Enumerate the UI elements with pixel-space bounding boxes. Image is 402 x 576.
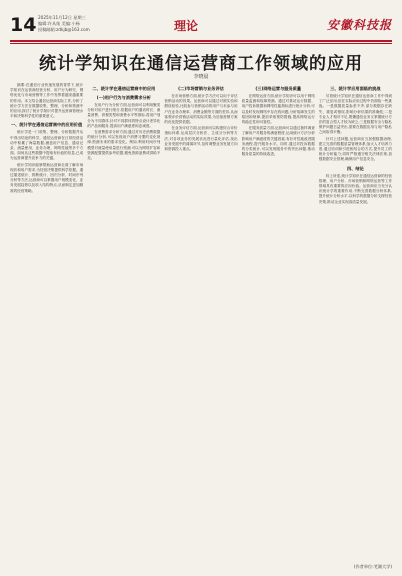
body-paragraph: 综上所述,统计学知识在通信运营商的经营管理、用户分析、市场营销和网络运营等工作领域具有重要的应用价值。运营商应当充分认识统计学的重要作用,不断完善数据分析体系,提升统计分析水平,以科学的数据分析支撑经营决策,推动企业实现高质量发展。 bbox=[318, 173, 392, 204]
editor-credit: 编辑:许从灿 美编:小杨 bbox=[38, 21, 80, 26]
column-2 bbox=[87, 83, 160, 561]
section-heading: 二、统计学在通信运营商中的应用 bbox=[92, 86, 156, 91]
body-paragraph: 在消费需求分析方面,通过对历史消费数据的统计分析,可以发现用户消费习惯的变化规律,预测未来的需求变化。例如,利用时间序列模型对流量使用量进行预测,可以为网络扩容和资源配置提供参考依据,避免资源浪费或供给不足。 bbox=[87, 130, 161, 161]
column-1 bbox=[10, 83, 83, 561]
body-paragraph: 尽管统计学知识在通信运营商工作中得到了广泛应用,但在实际应用过程中仍面临一些挑战。一是数据质量参差不齐,部分数据存在缺失、重复或错误,影响分析结果的准确性;二是专业人才相对不足,既懂通信业务又掌握统计方法的复合型人才较为缺乏;三是数据安全与隐私保护问题日益突出,需要在数据应用与用户隐私之间取得平衡。 bbox=[318, 94, 392, 135]
body-paragraph: 在用户行为分析方面,运营商可以利用聚类分析对用户进行细分,依据用户的通话时长、流量消费、套餐类型和消费水平等指标,将用户划分为不同群体,针对不同群体的特点设计差异化的产品和服务,提高用户满意度和忠诚度。 bbox=[87, 103, 161, 128]
body-paragraph: 在网络运营方面,统计学知识可以用于网络质量监测和故障预测。通过对基站运行数据、用户投诉数据和网络性能指标进行统计分析,可以及时发现网络中存在的问题,分析故障发生的原因和规律,提前采取预防措施,提高网络运行的稳定性和可靠性。 bbox=[241, 94, 315, 125]
header-rule-thick bbox=[10, 40, 392, 42]
header-rule-thin bbox=[10, 43, 392, 44]
section-name: 理论 bbox=[174, 19, 199, 33]
subsection-heading: (一)用户行为与消费需求分析 bbox=[96, 95, 151, 100]
subsection-heading: (二)市场营销与业务评估 bbox=[178, 86, 224, 91]
column-5 bbox=[319, 83, 392, 561]
body-paragraph: 在服务质量方面,运营商可以通过抽样调查了解用户对服务的满意程度,运用统计方法分析影响用户满意度的关键因素,有针对性地改进服务流程,提升服务水平。同时,通过对投诉数据的分类统计,可以发现服务中的突出问题,推动服务质量的持续改进。 bbox=[241, 126, 315, 157]
author-affiliation: (作者单位:芜湖大学) bbox=[353, 564, 392, 569]
section-heading: 四、结论 bbox=[347, 165, 364, 171]
masthead-logo: 安徽科技报 bbox=[326, 18, 392, 32]
subsection-heading: (三)网络运营与服务质量 bbox=[255, 86, 302, 91]
article-title: 统计学知识在通信运营商工作领域的应用 bbox=[39, 54, 363, 74]
article-body bbox=[10, 83, 392, 561]
body-paragraph: 在市场营销方面,统计学方法可以用于评估营销活动的效果。运营商可以通过对照实验和假设检验,比较参与营销活动的用户与未参与用户在业务办理率、消费金额等方面的差异,从而客观评价营销活动的实际效果,为后续营销方案的优化提供依据。 bbox=[164, 94, 238, 125]
page-header bbox=[10, 14, 392, 42]
column-3 bbox=[164, 83, 237, 561]
submission-email: 投稿邮箱:zdkjb@163.com bbox=[38, 27, 90, 32]
column-4 bbox=[242, 83, 315, 561]
issue-date: 2025年11月12日 星期三 bbox=[38, 15, 86, 20]
page-number: 14 bbox=[10, 14, 37, 36]
section-heading: 一、统计学在通信运营商中的应用价值 bbox=[10, 122, 83, 128]
article-author: 李晓晨 bbox=[193, 74, 209, 80]
body-paragraph: 在业务评估方面,运营商可以构建综合评价指标体系,运用层次分析法、主成分分析等方法,对各项业务的发展状况进行量化评估,找出业务发展中的薄弱环节,及时调整业务发展方向和资源投入重点。 bbox=[164, 126, 238, 152]
body-paragraph: 针对上述问题,运营商应当加强数据治理,建立完善的数据质量管理体系;加大人才培养力度,通过培训和引进相结合的方式,提升员工的统计分析能力;同时严格遵守相关法律法规,加强数据安全管理,确保用户信息安全。 bbox=[318, 136, 392, 162]
body-paragraph: 统计学知识能够帮助运营商全面了解市场现状和用户需求,为经营决策提供科学依据。通过描述统计、推断统计、回归分析、时间序列分析等方法,运营商可以掌握用户规模变化、业务发展趋势以及收入结构特点,从而制定更加精准的经营策略。 bbox=[10, 162, 84, 193]
body-paragraph: 统计学是一门收集、整理、分析数据并从中得出结论的科学。通信运营商在日常经营活动中积累了海量数据,涵盖用户信息、通话记录、流量使用、业务办理、网络性能等多个方面。如何从这些数据中提取有价值的信息,已成为运营商提升竞争力的关键。 bbox=[10, 130, 84, 161]
article-abstract: 摘要:在通信行业快速发展的背景下,统计学知识在运营商经营分析、用户行为研究、网络优化与市场营销等工作中发挥着越来越重要的作用。本文结合通信运营商实际工作,分析了统计学方法在数据收集、整理、分析和预测中的应用,探讨了统计学知识对提升运营商管理水平和决策科学性的重要意义。 bbox=[10, 83, 84, 119]
section-heading: 三、统计学应用面临的挑战 bbox=[330, 86, 381, 91]
issue-meta bbox=[38, 15, 90, 33]
